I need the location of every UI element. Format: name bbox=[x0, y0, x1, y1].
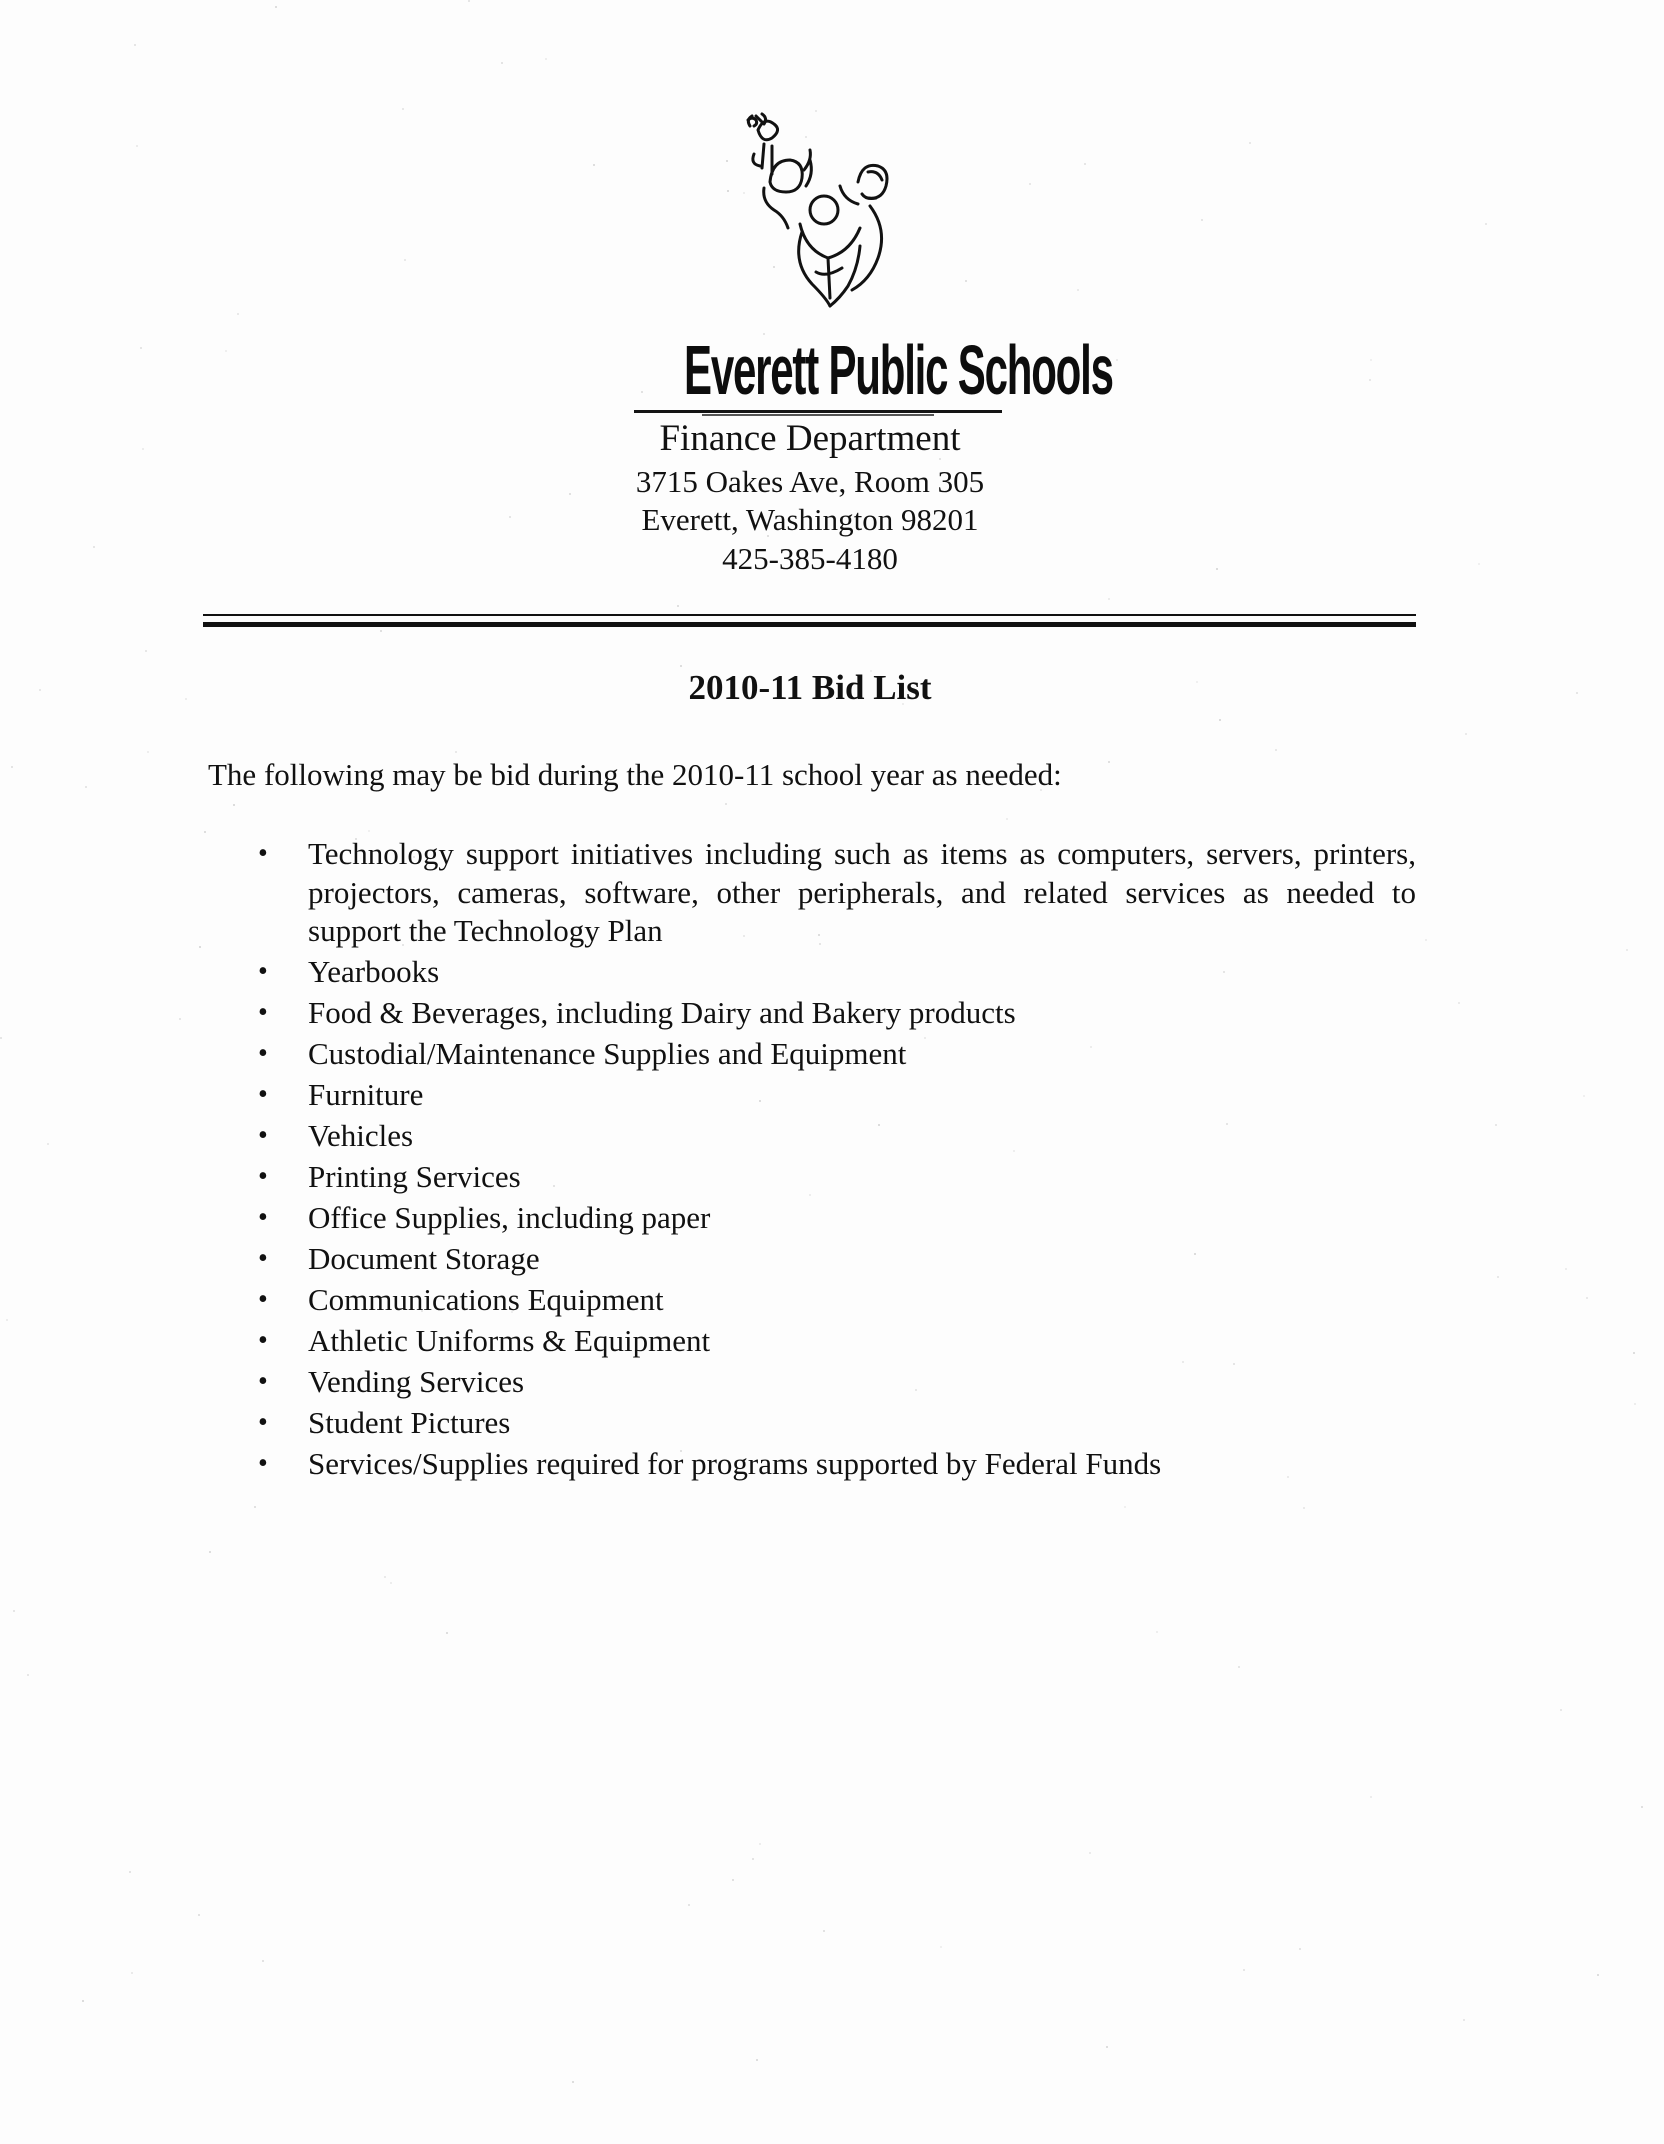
scan-speck bbox=[237, 313, 239, 315]
list-item-text: Yearbooks bbox=[308, 953, 440, 989]
bullet-icon: • bbox=[258, 955, 268, 987]
list-item bbox=[208, 1240, 1416, 1278]
scan-speck bbox=[1370, 359, 1372, 361]
scan-speck bbox=[940, 1946, 942, 1948]
scan-speck bbox=[965, 280, 967, 282]
list-item-text: Athletic Uniforms & Equipment bbox=[308, 1322, 711, 1358]
bullet-icon: • bbox=[258, 1037, 268, 1069]
scan-speck bbox=[1006, 818, 1008, 820]
scan-speck bbox=[185, 698, 187, 700]
scan-speck bbox=[593, 164, 595, 166]
scan-speck bbox=[1497, 1276, 1499, 1278]
bullet-icon: • bbox=[258, 838, 268, 869]
list-item-text: Printing Services bbox=[308, 1158, 521, 1194]
scan-speck bbox=[823, 1930, 825, 1932]
bullet-icon: • bbox=[258, 1242, 268, 1274]
scan-speck bbox=[1634, 1403, 1636, 1405]
list-item-text: Technology support initiatives including such as items as computers, servers, printers, projectors, cameras, software, other peripherals, and related services as needed to support the Technology Plan bbox=[308, 836, 1416, 948]
scan-speck bbox=[136, 145, 138, 147]
scan-speck bbox=[402, 108, 404, 110]
scan-speck bbox=[199, 946, 201, 948]
scan-speck bbox=[13, 1610, 15, 1612]
scan-speck bbox=[1106, 2046, 1108, 2048]
scan-speck bbox=[725, 803, 727, 805]
scan-speck bbox=[39, 689, 41, 691]
scan-speck bbox=[1156, 1631, 1158, 1633]
address-line-2: Everett, Washington 98201 bbox=[641, 502, 979, 537]
scan-speck bbox=[1201, 219, 1203, 221]
scan-speck bbox=[1560, 1709, 1562, 1711]
scan-speck bbox=[1249, 142, 1251, 144]
scan-speck bbox=[179, 1018, 181, 1020]
list-item bbox=[208, 953, 1416, 991]
scan-speck bbox=[134, 44, 136, 46]
scan-speck bbox=[1458, 1002, 1460, 1004]
scan-speck bbox=[27, 1674, 29, 1676]
organization-name: Everett Public Schools bbox=[684, 331, 1113, 409]
scan-speck bbox=[677, 605, 679, 607]
scan-speck bbox=[468, 0, 470, 2]
scan-speck bbox=[1196, 681, 1198, 683]
bullet-icon: • bbox=[258, 1160, 268, 1192]
list-item-text: Office Supplies, including paper bbox=[308, 1199, 711, 1235]
scan-speck bbox=[145, 650, 147, 652]
scan-speck bbox=[380, 630, 382, 632]
scan-speck bbox=[404, 259, 406, 261]
scan-speck bbox=[233, 804, 235, 806]
scan-speck bbox=[1116, 359, 1118, 361]
organization-underline bbox=[634, 410, 1002, 413]
scan-speck bbox=[1465, 733, 1467, 735]
list-item-text: Furniture bbox=[308, 1076, 424, 1112]
scan-speck bbox=[1485, 223, 1487, 225]
scan-speck bbox=[1084, 163, 1086, 165]
bullet-icon: • bbox=[258, 1119, 268, 1151]
scan-speck bbox=[501, 62, 503, 64]
list-item bbox=[208, 1363, 1416, 1401]
department-name: Finance Department bbox=[659, 418, 961, 459]
list-item-text: Vehicles bbox=[308, 1117, 414, 1153]
list-item bbox=[208, 835, 1416, 951]
scan-speck bbox=[1108, 598, 1110, 600]
scan-speck bbox=[225, 350, 227, 352]
scan-speck bbox=[1641, 1806, 1643, 1808]
list-item-text: Student Pictures bbox=[308, 1404, 511, 1440]
header-rule-thick bbox=[203, 622, 1416, 627]
scan-speck bbox=[1219, 719, 1221, 721]
organization-underline-shadow bbox=[702, 414, 934, 416]
scan-speck bbox=[759, 1843, 761, 1845]
scan-speck bbox=[756, 2059, 758, 2061]
scan-speck bbox=[545, 58, 547, 60]
children-raising-hands-logo-icon bbox=[720, 112, 910, 332]
phone-number: 425-385-4180 bbox=[722, 541, 898, 576]
scan-speck bbox=[390, 1582, 392, 1584]
scan-speck bbox=[1124, 1506, 1126, 1508]
scan-speck bbox=[147, 751, 149, 753]
scan-speck bbox=[85, 786, 87, 788]
scan-speck bbox=[1576, 692, 1578, 694]
address-line-1: 3715 Oakes Ave, Room 305 bbox=[635, 464, 985, 499]
scan-speck bbox=[1029, 183, 1031, 185]
scan-speck bbox=[6, 1319, 8, 1321]
scan-speck bbox=[455, 751, 457, 753]
bullet-icon: • bbox=[258, 996, 268, 1028]
bullet-icon: • bbox=[258, 1283, 268, 1315]
scan-speck bbox=[47, 1143, 49, 1145]
bullet-icon: • bbox=[258, 1365, 268, 1397]
scan-speck bbox=[11, 766, 13, 768]
scan-speck bbox=[1238, 1666, 1240, 1668]
scan-speck bbox=[129, 1871, 131, 1873]
scan-speck bbox=[254, 1506, 256, 1508]
bullet-icon: • bbox=[258, 1447, 268, 1479]
scan-speck bbox=[368, 830, 370, 832]
scan-speck bbox=[509, 516, 511, 518]
scan-speck bbox=[1370, 1796, 1372, 1798]
scan-speck bbox=[204, 831, 206, 833]
scan-speck bbox=[0, 1037, 2, 1039]
list-item bbox=[208, 1199, 1416, 1237]
list-item-text: Communications Equipment bbox=[308, 1281, 664, 1317]
scan-speck bbox=[275, 6, 277, 8]
scan-speck bbox=[1275, 749, 1277, 751]
list-item bbox=[208, 1035, 1416, 1073]
bid-item-list bbox=[208, 835, 1416, 1486]
scan-speck bbox=[1626, 949, 1628, 951]
scan-speck bbox=[641, 391, 643, 393]
list-item-text: Food & Beverages, including Dairy and Bakery products bbox=[308, 994, 1016, 1030]
intro-paragraph: The following may be bid during the 2010-11 school year as needed: bbox=[208, 757, 1062, 792]
scan-speck bbox=[209, 1551, 211, 1553]
list-item bbox=[208, 1445, 1416, 1483]
scan-speck bbox=[1597, 1974, 1599, 1976]
list-item bbox=[208, 1076, 1416, 1114]
list-item-text: Custodial/Maintenance Supplies and Equipment bbox=[308, 1035, 907, 1071]
list-item-text: Services/Supplies required for programs supported by Federal Funds bbox=[308, 1445, 1162, 1481]
scan-speck bbox=[1495, 1124, 1497, 1126]
scan-speck bbox=[1463, 2019, 1465, 2021]
scan-speck bbox=[384, 1576, 386, 1578]
list-item bbox=[208, 1404, 1416, 1442]
scan-speck bbox=[93, 546, 95, 548]
bullet-icon: • bbox=[258, 1201, 268, 1233]
scan-speck bbox=[1299, 1948, 1301, 1950]
scan-speck bbox=[1303, 1507, 1305, 1509]
scan-speck bbox=[1583, 1095, 1585, 1097]
scan-speck bbox=[1216, 568, 1218, 570]
scan-speck bbox=[1369, 379, 1371, 381]
scan-speck bbox=[1089, 1852, 1091, 1854]
scan-speck bbox=[1633, 1352, 1635, 1354]
scan-speck bbox=[1425, 939, 1427, 941]
scan-speck bbox=[1077, 289, 1079, 291]
scan-speck bbox=[752, 1858, 754, 1860]
bullet-icon: • bbox=[258, 1406, 268, 1438]
list-item-text: Document Storage bbox=[308, 1240, 540, 1276]
bullet-icon: • bbox=[258, 1324, 268, 1356]
scan-speck bbox=[131, 1972, 133, 1974]
scan-speck bbox=[198, 1914, 200, 1916]
scan-speck bbox=[142, 448, 144, 450]
list-item bbox=[208, 1158, 1416, 1196]
scan-speck bbox=[1565, 1268, 1567, 1270]
scan-speck bbox=[262, 1960, 264, 1962]
scan-speck bbox=[140, 347, 142, 349]
list-item bbox=[208, 1281, 1416, 1319]
header-rule-thin bbox=[203, 614, 1416, 616]
scan-speck bbox=[446, 1632, 448, 1634]
scan-speck bbox=[732, 1879, 734, 1881]
scan-speck bbox=[688, 1904, 690, 1906]
scan-speck bbox=[1478, 563, 1480, 565]
scan-speck bbox=[1243, 1969, 1245, 1971]
document-title: 2010-11 Bid List bbox=[688, 668, 932, 707]
scan-speck bbox=[572, 2081, 574, 2083]
scan-speck bbox=[1586, 1297, 1588, 1299]
list-item bbox=[208, 1117, 1416, 1155]
bullet-icon: • bbox=[258, 1078, 268, 1110]
list-item bbox=[208, 1322, 1416, 1360]
list-item-text: Vending Services bbox=[308, 1363, 525, 1399]
list-item bbox=[208, 994, 1416, 1032]
scan-speck bbox=[82, 2000, 84, 2002]
